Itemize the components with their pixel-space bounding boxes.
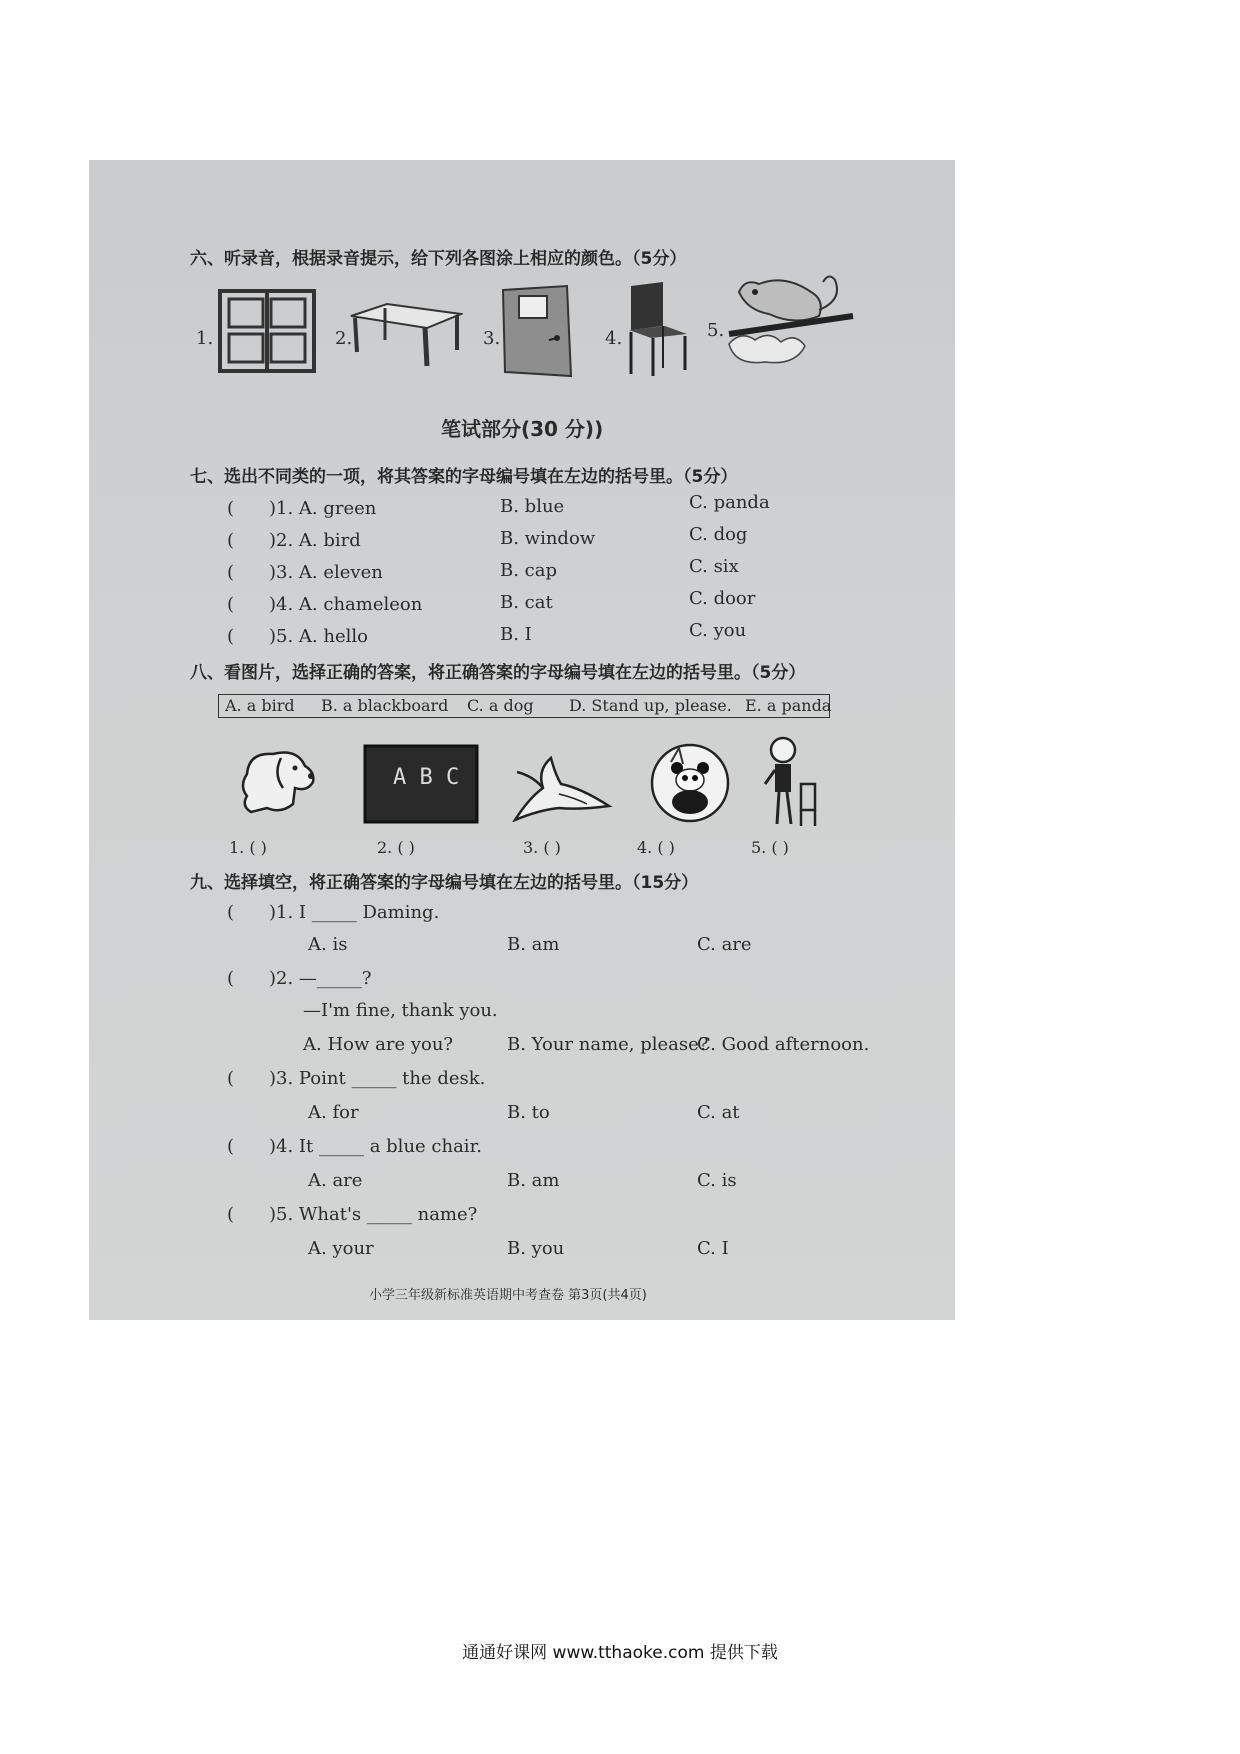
option-c: C. six (689, 556, 739, 577)
label-5: 5. (707, 320, 725, 341)
word-bank-option: E. a panda (745, 696, 832, 715)
answer-paren[interactable]: ( (227, 594, 235, 615)
panda-icon (649, 742, 731, 824)
page-footer: 小学三年级新标准英语期中考查卷 第3页(共4页) (369, 1288, 647, 1303)
answer-slot-2[interactable]: 2. ( ) (377, 838, 415, 857)
option-b: B. am (507, 934, 560, 955)
section8-title: 八、看图片，选择正确的答案，将正确答案的字母编号填在左边的括号里。（5分） (190, 663, 806, 683)
answer-paren[interactable]: ( (227, 1204, 235, 1225)
section6-title: 六、听录音，根据录音提示，给下列各图涂上相应的颜色。（5分） (190, 249, 687, 269)
label-2: 2. (335, 328, 353, 349)
option-c: C. at (697, 1102, 740, 1123)
option-c: C. are (697, 934, 752, 955)
chair-icon (621, 282, 695, 378)
option-b: B. Your name, please? (507, 1034, 709, 1055)
section9-title: 九、选择填空，将正确答案的字母编号填在左边的括号里。（15分） (190, 873, 699, 893)
option-a: )2. A. bird (269, 530, 361, 551)
option-c: C. door (689, 588, 756, 609)
question-stem: )5. What's _____ name? (269, 1204, 478, 1225)
answer-paren[interactable]: ( (227, 626, 235, 647)
option-a: )4. A. chameleon (269, 594, 423, 615)
bird-icon (509, 748, 613, 822)
written-part-title: 笔试部分(30 分)) (441, 417, 604, 441)
stand-up-icon (761, 734, 831, 828)
option-b: B. cap (500, 560, 558, 581)
answer-paren[interactable]: ( (227, 530, 235, 551)
section7-title: 七、选出不同类的一项，将其答案的字母编号填在左边的括号里。（5分） (190, 467, 738, 487)
question-stem: )1. I _____ Daming. (269, 902, 440, 923)
answer-paren[interactable]: ( (227, 562, 235, 583)
option-a: A. How are you? (303, 1034, 454, 1055)
option-a: )5. A. hello (269, 626, 368, 647)
answer-slot-5[interactable]: 5. ( ) (751, 838, 789, 857)
word-bank-option: A. a bird (225, 696, 295, 715)
option-b: B. blue (500, 496, 565, 517)
table-icon (347, 300, 463, 370)
question-stem: )2. —_____? (269, 968, 372, 989)
label-4: 4. (605, 328, 623, 349)
answer-paren[interactable]: ( (227, 1136, 235, 1157)
option-b: B. am (507, 1170, 560, 1191)
option-a: A. for (308, 1102, 359, 1123)
chameleon-icon (725, 270, 857, 374)
question-line2: —I'm fine, thank you. (303, 1000, 498, 1021)
option-a: A. your (308, 1238, 374, 1259)
option-c: C. you (689, 620, 747, 641)
word-bank-option: B. a blackboard (321, 696, 449, 715)
label-1: 1. (196, 328, 214, 349)
blackboard-text: A B C (393, 765, 460, 790)
word-bank-option: C. a dog (467, 696, 534, 715)
question-stem: )3. Point _____ the desk. (269, 1068, 486, 1089)
answer-paren[interactable]: ( (227, 498, 235, 519)
answer-paren[interactable]: ( (227, 1068, 235, 1089)
option-b: B. window (500, 528, 596, 549)
option-a: )3. A. eleven (269, 562, 383, 583)
answer-paren[interactable]: ( (227, 902, 235, 923)
option-a: A. is (308, 934, 348, 955)
option-c: C. is (697, 1170, 737, 1191)
label-3: 3. (483, 328, 501, 349)
option-a: A. are (308, 1170, 363, 1191)
answer-slot-4[interactable]: 4. ( ) (637, 838, 675, 857)
option-c: C. I (697, 1238, 729, 1259)
door-icon (501, 284, 573, 378)
question-stem: )4. It _____ a blue chair. (269, 1136, 482, 1157)
option-a: )1. A. green (269, 498, 377, 519)
site-footer: 通通好课网 www.tthaoke.com 提供下载 (462, 1643, 778, 1663)
option-c: C. dog (689, 524, 748, 545)
dog-icon (237, 744, 323, 820)
window-icon (217, 288, 317, 374)
option-b: B. you (507, 1238, 565, 1259)
option-b: B. cat (500, 592, 553, 613)
option-b: B. to (507, 1102, 550, 1123)
answer-slot-3[interactable]: 3. ( ) (523, 838, 561, 857)
option-c: C. Good afternoon. (697, 1034, 870, 1055)
exam-page-photo (89, 160, 955, 1320)
option-b: B. I (500, 624, 532, 645)
answer-slot-1[interactable]: 1. ( ) (229, 838, 267, 857)
word-bank-box (218, 694, 830, 718)
answer-paren[interactable]: ( (227, 968, 235, 989)
word-bank-option: D. Stand up, please. (569, 696, 732, 715)
option-c: C. panda (689, 492, 770, 513)
